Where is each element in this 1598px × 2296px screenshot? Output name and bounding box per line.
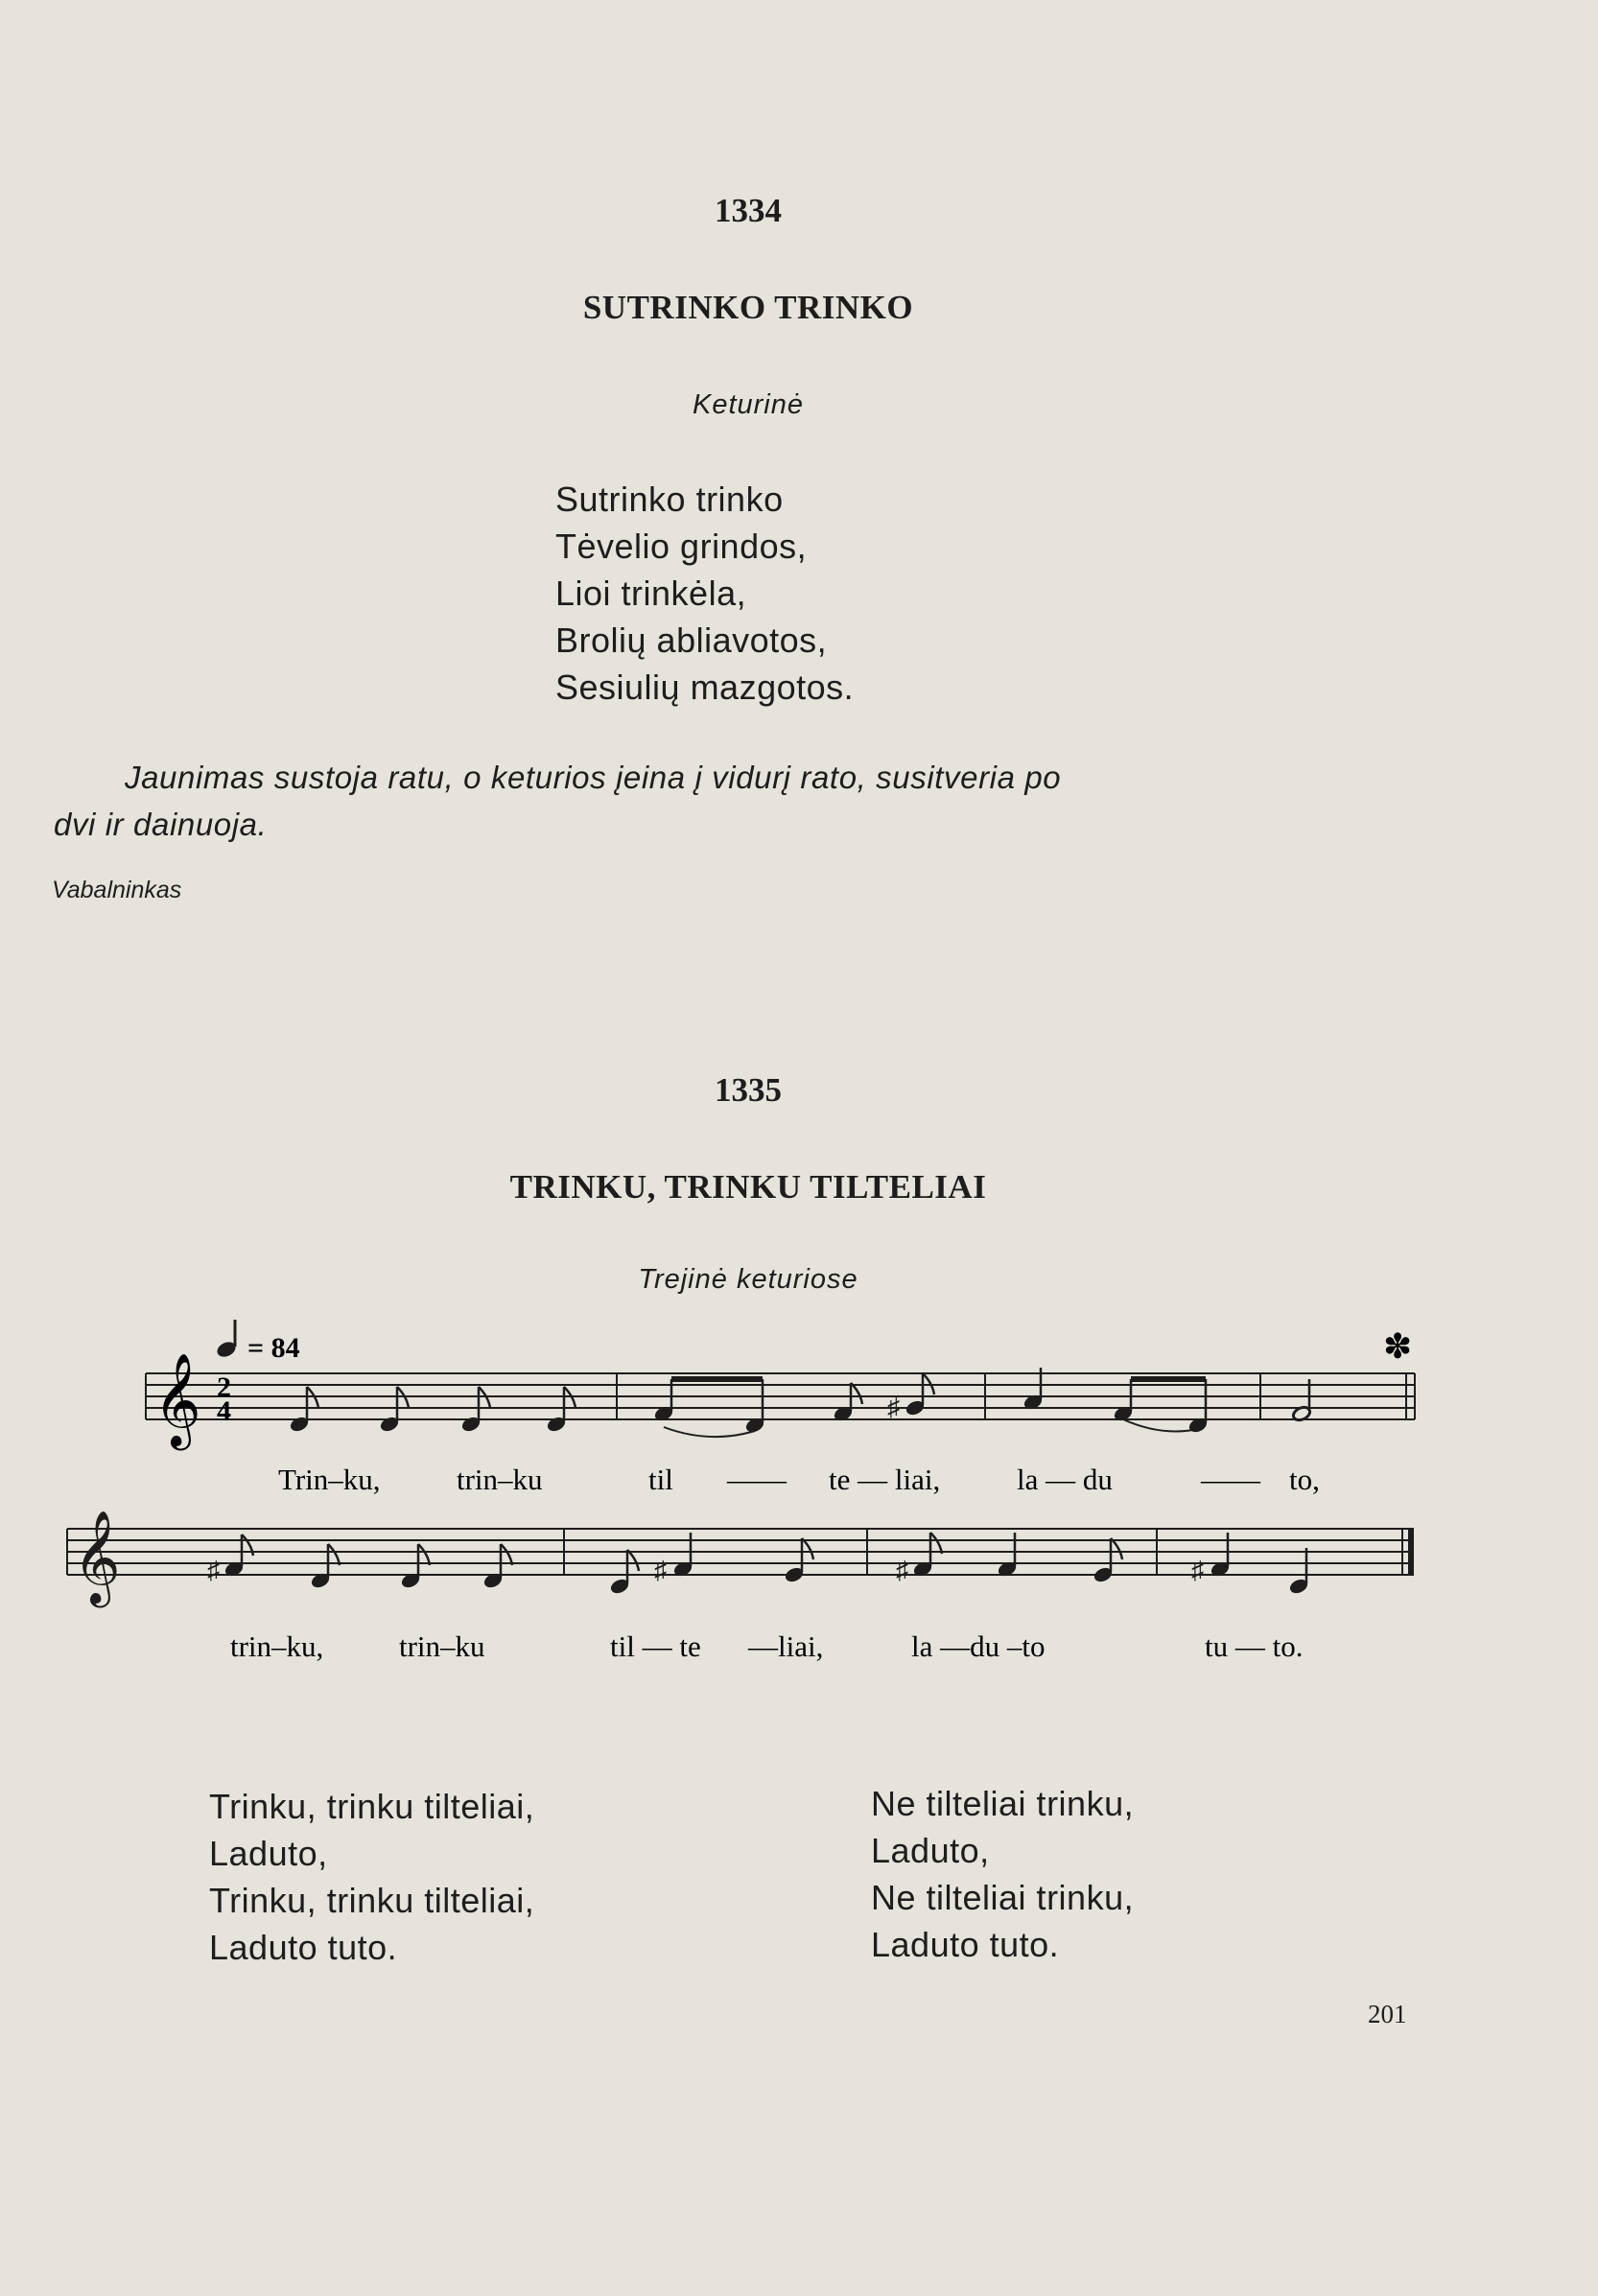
svg-text:trin–ku: trin–ku xyxy=(399,1629,485,1663)
verse-line: Laduto tuto. xyxy=(209,1928,398,1967)
svg-text:♯: ♯ xyxy=(654,1557,667,1584)
time-sig-bottom: 4 xyxy=(217,1395,231,1427)
verse-left xyxy=(209,1783,534,1971)
ornament-icon: ✽ xyxy=(1383,1327,1413,1366)
song-title: SUTRINKO TRINKO xyxy=(582,289,914,326)
verse-line: Tėvelio grindos, xyxy=(555,527,808,566)
song-subtitle: Trejinė keturiose xyxy=(638,1264,858,1295)
svg-text:to,: to, xyxy=(1289,1463,1320,1496)
verse-line: Trinku, trinku tilteliai, xyxy=(209,1881,535,1920)
verse-line: Ne tilteliai trinku, xyxy=(871,1784,1135,1823)
time-sig-top: 2 xyxy=(217,1371,231,1403)
notes-measure-3 xyxy=(1022,1368,1208,1434)
verse-line: Ne tilteliai trinku, xyxy=(871,1878,1135,1917)
svg-text:til — te: til — te xyxy=(610,1629,701,1663)
music-staff-2 xyxy=(0,1506,1598,1678)
staff-lines xyxy=(67,1529,1414,1575)
svg-text:——: —— xyxy=(1201,1463,1260,1496)
treble-clef-icon: 𝄞 xyxy=(153,1356,201,1445)
svg-text:la — du: la — du xyxy=(1017,1463,1113,1496)
verse-line: Laduto, xyxy=(871,1831,990,1870)
song-number: 1335 xyxy=(715,1071,782,1109)
verse-line: Sesiulių mazgotos. xyxy=(555,668,855,707)
verse-line: Brolių abliavotos, xyxy=(555,621,828,660)
notes-measure-5 xyxy=(207,1535,512,1589)
song-verse xyxy=(555,476,854,711)
svg-text:la —du –to: la —du –to xyxy=(911,1629,1046,1663)
dance-instruction xyxy=(54,754,1439,848)
verse-line: Sutrinko trinko xyxy=(555,480,784,519)
verse-line: Lioi trinkėla, xyxy=(555,574,747,613)
verse-right xyxy=(871,1780,1134,1968)
svg-text:trin–ku: trin–ku xyxy=(457,1463,543,1496)
staff-lines xyxy=(146,1373,1415,1419)
lyrics-line-1 xyxy=(278,1463,1320,1496)
svg-text:—liai,: —liai, xyxy=(748,1629,824,1663)
song-title: TRINKU, TRINKU TILTELIAI xyxy=(509,1168,987,1206)
svg-text:♯: ♯ xyxy=(887,1394,900,1421)
svg-text:♯: ♯ xyxy=(207,1557,220,1584)
lyrics-line-2 xyxy=(230,1629,1303,1663)
svg-text:Trin–ku,: Trin–ku, xyxy=(278,1463,381,1496)
svg-text:♯: ♯ xyxy=(896,1557,908,1584)
svg-text:trin–ku,: trin–ku, xyxy=(230,1629,324,1663)
svg-text:til: til xyxy=(648,1463,673,1496)
notes-measure-1 xyxy=(289,1387,576,1433)
music-staff-1 xyxy=(0,1314,1598,1525)
svg-text:——: —— xyxy=(727,1463,787,1496)
place-name: Vabalninkas xyxy=(52,877,182,903)
svg-text:tu — to.: tu — to. xyxy=(1205,1629,1304,1663)
svg-text:♯: ♯ xyxy=(1191,1557,1204,1584)
verse-line: Trinku, trinku tilteliai, xyxy=(209,1787,535,1826)
verse-line: Laduto, xyxy=(209,1834,328,1873)
svg-text:te — liai,: te — liai, xyxy=(829,1463,941,1496)
verse-line: Laduto tuto. xyxy=(871,1925,1060,1964)
instruction-line: Jaunimas sustoja ratu, o keturios įeina į vidurį rato, susitveria po xyxy=(125,760,1062,795)
page-number: 201 xyxy=(1368,2000,1407,2028)
treble-clef-icon: 𝄞 xyxy=(73,1513,121,1603)
song-subtitle: Keturinė xyxy=(692,389,804,420)
notes-measure-2 xyxy=(653,1373,934,1437)
instruction-line: dvi ir dainuoja. xyxy=(54,807,268,842)
song-number: 1334 xyxy=(715,192,782,229)
tempo-marking: = 84 xyxy=(247,1332,300,1364)
